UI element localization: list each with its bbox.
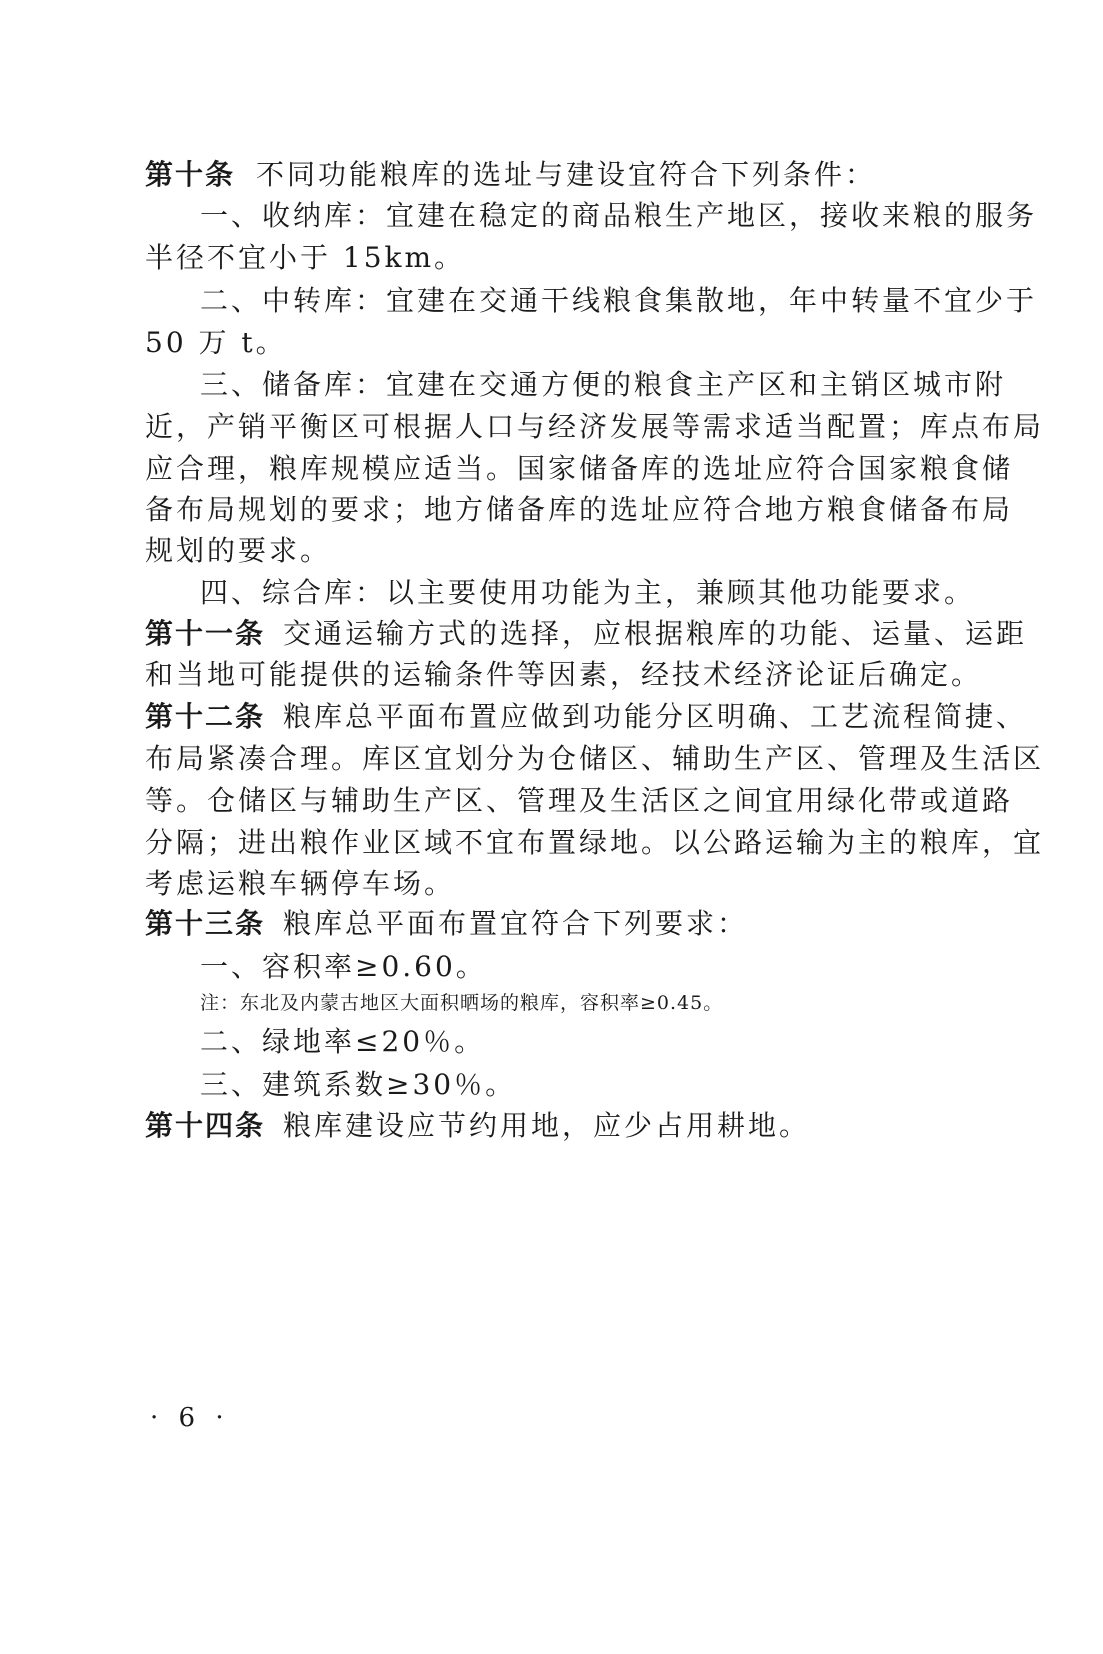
- item-3-text-5: 规划的要求。: [145, 534, 332, 567]
- article-13-heading: 第十三条: [145, 907, 266, 940]
- item-2-text-1: 二、中转库：宜建在交通干线粮食集散地，年中转量不宜少于: [200, 284, 1038, 317]
- article-12-text-5: 考虑运粮车辆停车场。: [145, 867, 456, 900]
- article-12-text-2: 布局紧凑合理。库区宜划分为仓储区、辅助生产区、管理及生活区: [145, 742, 1045, 775]
- article-10-heading: 第十条: [145, 158, 236, 191]
- article-11-text-2: 和当地可能提供的运输条件等因素，经技术经济论证后确定。: [145, 658, 983, 691]
- article-13-item-3: 三、建筑系数≥30％。: [200, 1068, 517, 1101]
- article-11-heading: 第十一条: [145, 617, 266, 650]
- item-3-text-2: 近，产销平衡区可根据人口与经济发展等需求适当配置；库点布局: [145, 410, 1045, 443]
- article-12-text-4: 分隔；进出粮作业区域不宜布置绿地。以公路运输为主的粮库，宜: [145, 826, 1045, 859]
- article-13-note: 注：东北及内蒙古地区大面积晒场的粮库，容积率≥0.45。: [200, 992, 724, 1014]
- article-13-text: 粮库总平面布置宜符合下列要求：: [283, 907, 749, 940]
- article-13-item-1: 一、容积率≥0.60。: [200, 950, 487, 983]
- item-3-text-1: 三、储备库：宜建在交通方便的粮食主产区和主销区城市附: [200, 368, 1007, 401]
- page-number: · 6 ·: [150, 1403, 230, 1433]
- item-1-text-1: 一、收纳库：宜建在稳定的商品粮生产地区，接收来粮的服务: [200, 199, 1038, 232]
- article-14-text: 粮库建设应节约用地，应少占用耕地。: [283, 1109, 811, 1142]
- article-12-text-3: 等。仓储区与辅助生产区、管理及生活区之间宜用绿化带或道路: [145, 784, 1014, 817]
- article-11-text-1: 交通运输方式的选择，应根据粮库的功能、运量、运距: [283, 617, 1028, 650]
- item-3-text-3: 应合理，粮库规模应适当。国家储备库的选址应符合国家粮食储: [145, 452, 1014, 485]
- article-12-text-1: 粮库总平面布置应做到功能分区明确、工艺流程简捷、: [283, 700, 1028, 733]
- item-1-text-2: 半径不宜小于 15km。: [145, 241, 466, 274]
- item-3-text-4: 备布局规划的要求；地方储备库的选址应符合地方粮食储备布局: [145, 493, 1014, 526]
- article-10-text: 不同功能粮库的选址与建设宜符合下列条件：: [256, 158, 877, 191]
- item-4-text-1: 四、综合库：以主要使用功能为主，兼顾其他功能要求。: [200, 576, 976, 609]
- item-2-text-2: 50 万 t。: [145, 326, 287, 359]
- article-12-heading: 第十二条: [145, 700, 266, 733]
- article-14-heading: 第十四条: [145, 1109, 266, 1142]
- article-13-item-2: 二、绿地率≤20％。: [200, 1025, 486, 1058]
